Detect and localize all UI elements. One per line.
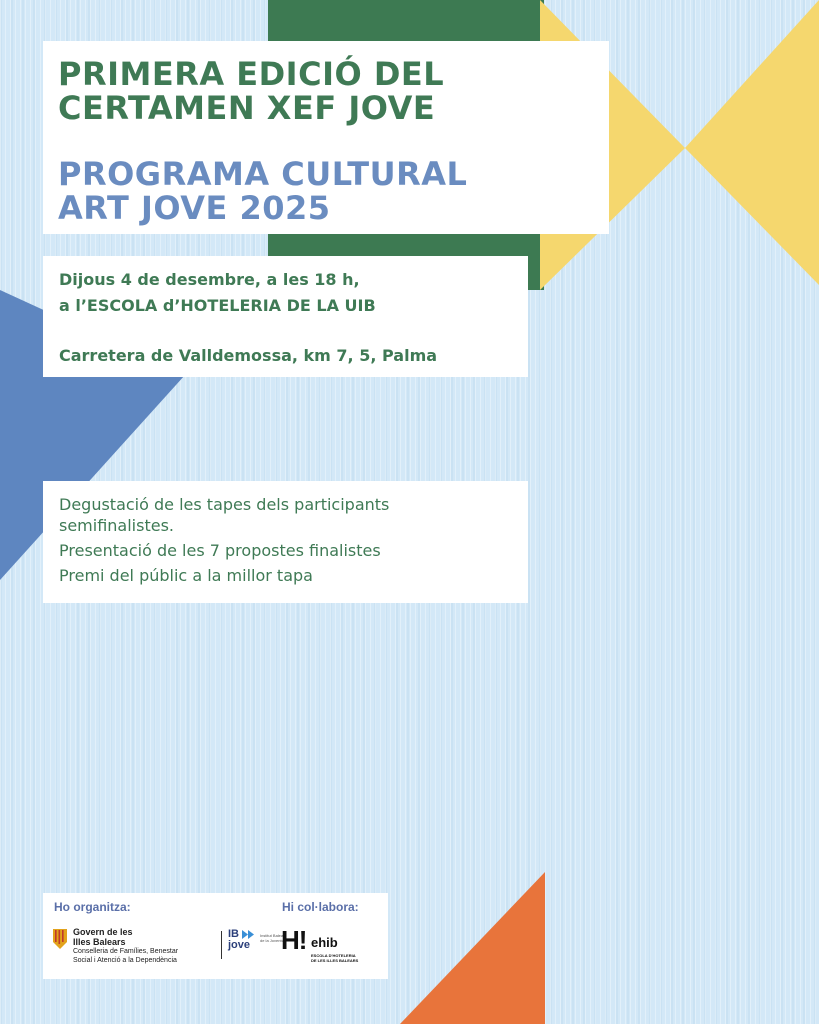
ib-jove-mark-2: jove (228, 939, 251, 951)
crest-icon (53, 929, 67, 949)
program-item-2: Presentació de les 7 propostes finalistes (59, 541, 381, 560)
event-venue: a l’ESCOLA d’HOTELERIA DE LA UIB (59, 296, 376, 315)
govern-dept-1: Conselleria de Famílies, Benestar (73, 948, 179, 955)
event-address: Carretera de Valldemossa, km 7, 5, Palma (59, 346, 438, 365)
govern-name-2: Illes Balears (73, 937, 126, 947)
orange-triangle-shape (400, 872, 545, 1024)
program-item-1-cont: semifinalistes. (59, 516, 174, 535)
event-details-panel (43, 256, 528, 377)
logo-divider (221, 931, 222, 959)
title-line-1: PRIMERA EDICIÓ DEL (58, 55, 445, 93)
ehib-sub-1: ESCOLA D'HOTELERIA (311, 953, 356, 958)
govern-logo (53, 927, 183, 967)
program-panel (43, 481, 528, 603)
ehib-mark: H! (281, 925, 307, 955)
ehib-sub-2: DE LES ILLES BALEARS (311, 958, 359, 963)
govern-name-1: Govern de les (73, 927, 133, 937)
govern-dept-2: Social i Atenció a la Dependència (73, 957, 177, 964)
ib-jove-mark-1: IB (228, 928, 239, 940)
ib-jove-small-1: Institut Balear (260, 933, 285, 938)
subtitle-line-1: PROGRAMA CULTURAL (58, 155, 468, 193)
organizer-label: Ho organitza: (54, 900, 131, 914)
subtitle-line-2: ART JOVE 2025 (58, 189, 331, 227)
collaborator-label: Hi col·labora: (282, 900, 359, 914)
title-line-2: CERTAMEN XEF JOVE (58, 89, 436, 127)
ib-jove-small-2: de la Joventut (260, 938, 285, 943)
title-panel (43, 41, 609, 234)
program-item-1: Degustació de les tapes dels participants (59, 495, 390, 514)
event-date: Dijous 4 de desembre, a les 18 h, (59, 270, 360, 289)
program-item-3: Premi del públic a la millor tapa (59, 566, 313, 585)
play-arrows-icon (242, 930, 256, 939)
ehib-logo (281, 923, 371, 969)
ehib-word: ehib (311, 935, 338, 950)
credits-panel (43, 893, 388, 979)
ib-jove-logo (228, 929, 288, 961)
